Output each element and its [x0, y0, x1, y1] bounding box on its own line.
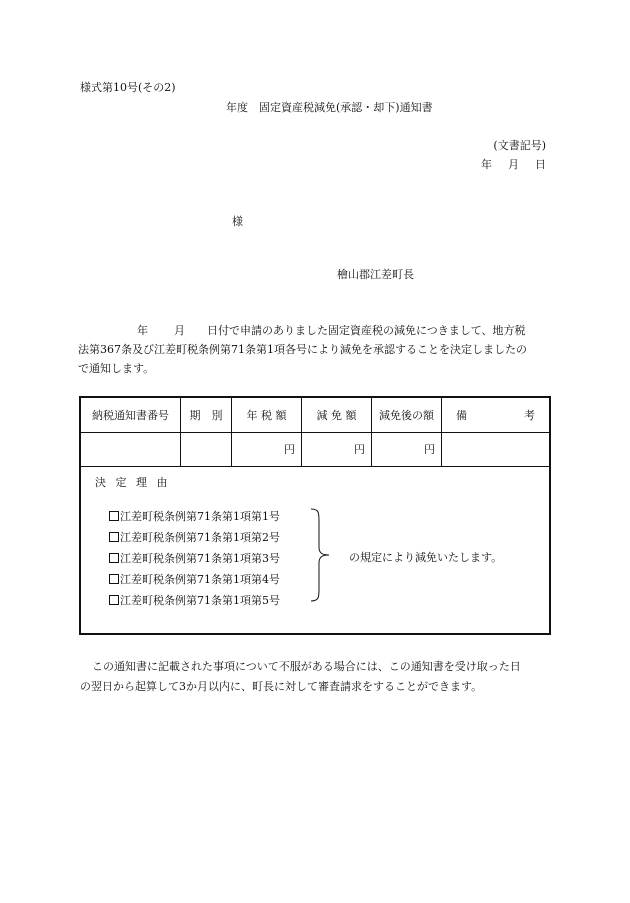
checkbox[interactable]	[109, 595, 119, 605]
header-remarks-part1: 備	[456, 409, 467, 422]
header-remarks-part2: 考	[524, 409, 535, 422]
appeal-notice	[80, 657, 552, 697]
unit-yen: 円	[424, 443, 435, 456]
option-item-3[interactable]	[109, 550, 280, 566]
header-period: 期 別	[181, 398, 232, 432]
checkbox[interactable]	[109, 553, 119, 563]
body-line3: で通知します。	[78, 362, 155, 375]
notice-line2: の翌日から起算して3か月以内に、町長に対して審査請求をすることができます。	[80, 680, 483, 693]
date-line	[481, 156, 546, 172]
body-line2: 法第367条及び江差町税条例第71条第1項各号により減免を承認することを決定しましたの	[78, 343, 527, 356]
value-reduction-amount[interactable]	[302, 432, 372, 466]
unit-yen: 円	[284, 443, 295, 456]
header-remarks	[442, 398, 549, 432]
body-month: 月	[174, 324, 185, 337]
option-item-2[interactable]	[109, 529, 280, 545]
body-text	[78, 321, 554, 378]
value-annual-tax[interactable]	[232, 432, 302, 466]
checkbox[interactable]	[109, 532, 119, 542]
option-label: 江差町税条例第71条第1項第5号	[120, 594, 280, 607]
table-value-row	[81, 432, 549, 467]
notice-line1: この通知書に記載された事項について不服がある場合には、この通知書を受け取った日	[92, 660, 521, 673]
form-number: 様式第10号(その2)	[80, 81, 176, 94]
option-item-5[interactable]	[109, 592, 280, 608]
table-header-row	[81, 398, 549, 433]
curly-brace-icon	[309, 507, 333, 603]
option-label: 江差町税条例第71条第1項第4号	[120, 573, 280, 586]
document-reference: (文書記号)	[493, 139, 546, 152]
addressee-suffix: 様	[232, 215, 243, 228]
unit-yen: 円	[354, 443, 365, 456]
option-label: 江差町税条例第71条第1項第3号	[120, 552, 280, 565]
date-year: 年	[481, 158, 492, 171]
header-notice-number: 納税通知書番号	[81, 398, 181, 432]
brace-text: の規定により減免いたします。	[349, 551, 503, 564]
option-item-4[interactable]	[109, 571, 280, 587]
checkbox[interactable]	[109, 574, 119, 584]
option-label: 江差町税条例第71条第1項第2号	[120, 531, 280, 544]
document-title: 年度 固定資産税減免(承認・却下)通知書	[226, 101, 433, 114]
value-period[interactable]	[181, 432, 232, 466]
header-amount-after: 減免後の額	[372, 398, 442, 432]
header-reduction-amount: 減 免 額	[302, 398, 372, 432]
option-label: 江差町税条例第71条第1項第1号	[120, 510, 280, 523]
decision-reason-label: 決 定 理 由	[95, 476, 171, 489]
value-amount-after[interactable]	[372, 432, 442, 466]
body-line1: 日付で申請のありました固定資産税の減免につきまして、地方税	[207, 324, 526, 337]
value-remarks[interactable]	[442, 432, 549, 466]
issuer: 檜山郡江差町長	[337, 268, 414, 281]
header-annual-tax: 年 税 額	[232, 398, 302, 432]
reduction-table	[79, 396, 551, 635]
option-item-1[interactable]	[109, 508, 280, 524]
date-day: 日	[535, 158, 546, 171]
body-year: 年	[137, 324, 148, 337]
value-notice-number[interactable]	[81, 432, 181, 466]
date-month: 月	[508, 158, 519, 171]
checkbox[interactable]	[109, 511, 119, 521]
